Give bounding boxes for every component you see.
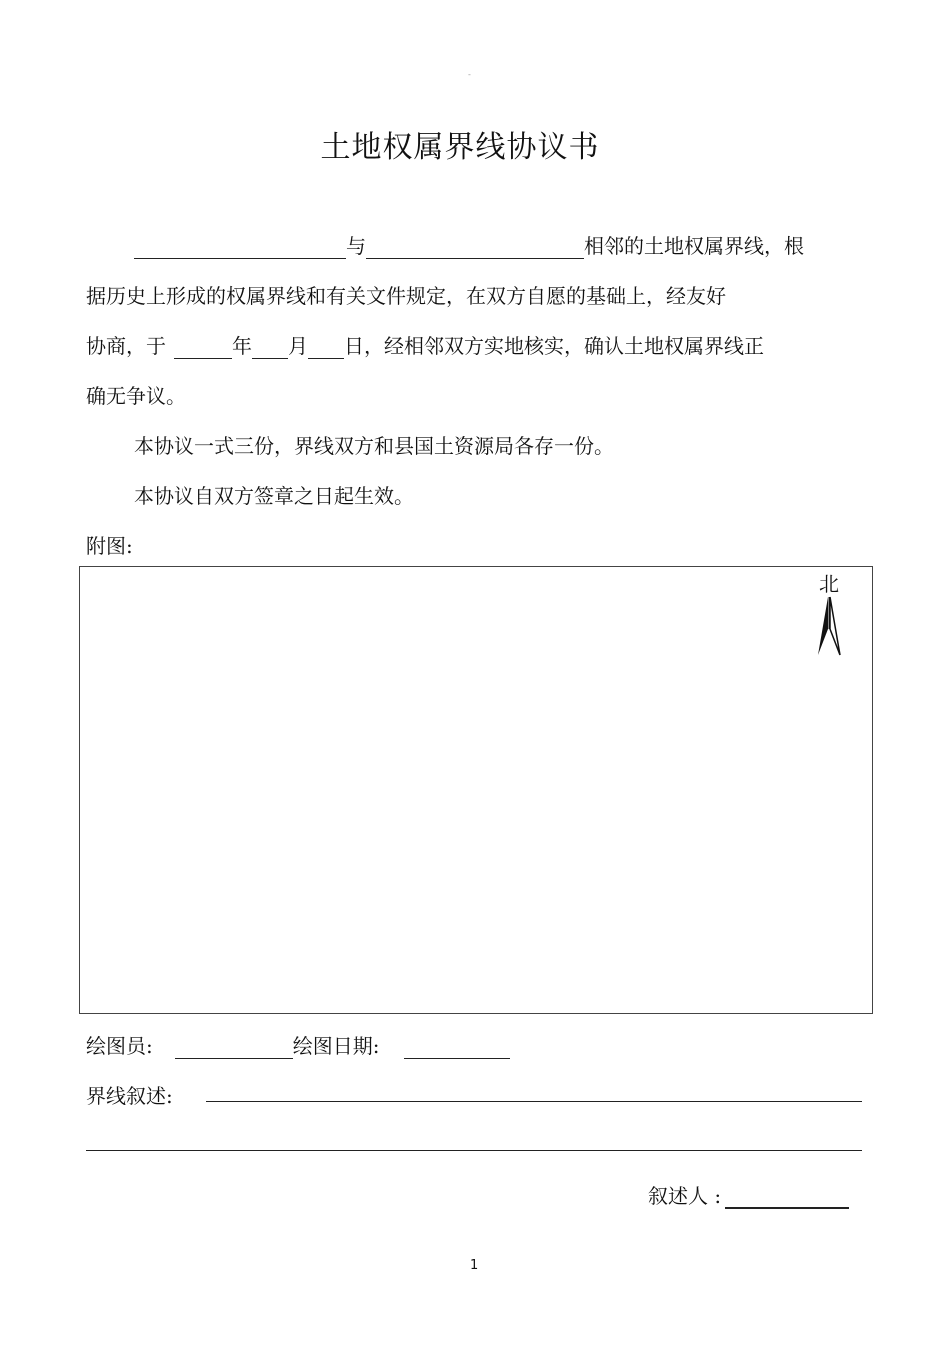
narrator-blank[interactable]	[725, 1185, 849, 1209]
top-mark: -	[468, 70, 471, 79]
north-arrow-icon	[814, 595, 844, 659]
draw-date-label: 绘图日期:	[292, 1034, 380, 1058]
month-blank[interactable]	[252, 336, 288, 359]
paragraph1-line4: 确无争议。	[86, 384, 186, 408]
day-text: 日，经相邻双方实地核实，确认土地权属界线正	[344, 334, 764, 358]
document-title: 土地权属界线协议书	[320, 130, 600, 165]
connector-text: 与	[346, 234, 366, 258]
boundary-description-label: 界线叙述:	[86, 1084, 173, 1108]
year-label: 年	[232, 334, 252, 358]
narrator-row	[648, 1180, 849, 1209]
narrator-label: 叙述人 :	[648, 1184, 722, 1208]
party-b-blank[interactable]	[366, 236, 584, 259]
paragraph2: 本协议一式三份，界线双方和县国土资源局各存一份。	[134, 434, 614, 458]
paragraph1-line3	[86, 330, 764, 359]
party-a-blank[interactable]	[134, 236, 346, 259]
north-label: 北	[819, 572, 839, 596]
drafter-blank[interactable]	[175, 1036, 293, 1059]
paragraph3: 本协议自双方签章之日起生效。	[134, 484, 414, 508]
boundary-description-line-1[interactable]	[206, 1101, 862, 1102]
attachment-label: 附图:	[86, 534, 133, 558]
attachment-map-area[interactable]	[79, 566, 873, 1014]
year-blank[interactable]	[174, 336, 232, 359]
day-blank[interactable]	[308, 336, 344, 359]
page-number: 1	[470, 1258, 479, 1273]
paragraph1-line1	[134, 230, 804, 259]
north-indicator	[814, 573, 844, 663]
negotiation-text: 协商，于	[86, 334, 166, 358]
month-label: 月	[288, 334, 308, 358]
drafter-label: 绘图员:	[86, 1034, 153, 1058]
drafter-row	[86, 1030, 510, 1059]
paragraph1-tail: 相邻的土地权属界线，根	[584, 234, 804, 258]
paragraph1-line2: 据历史上形成的权属界线和有关文件规定，在双方自愿的基础上，经友好	[86, 284, 726, 308]
boundary-description-line-2[interactable]	[86, 1150, 862, 1151]
draw-date-blank[interactable]	[404, 1036, 510, 1059]
